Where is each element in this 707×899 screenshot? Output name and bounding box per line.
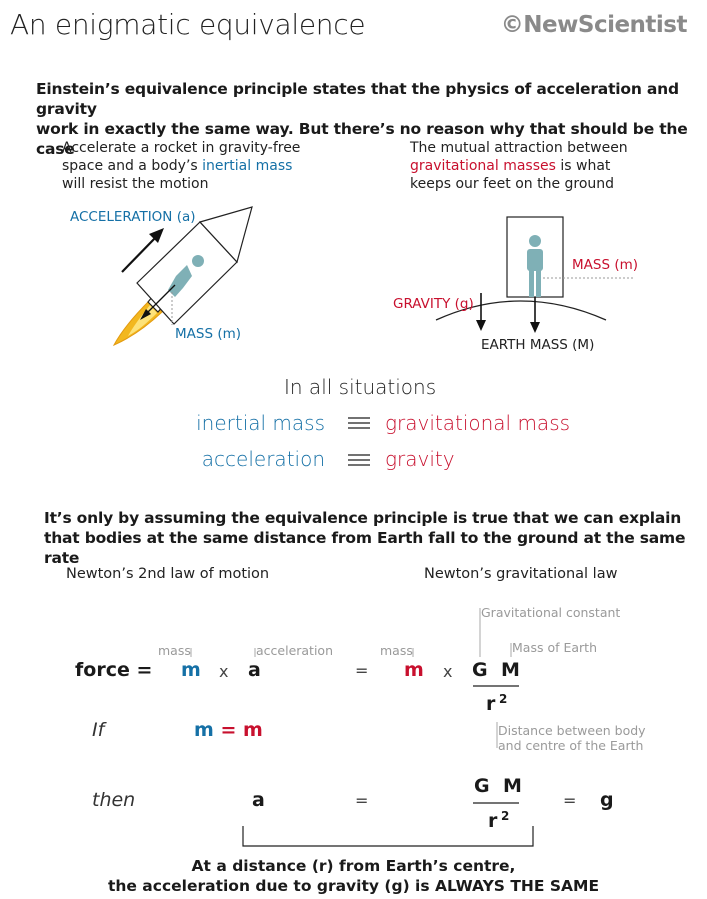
equivalence-heading: In all situations <box>284 375 437 399</box>
gravitational-mass-highlight: gravitational masses <box>410 158 556 174</box>
newton-second-law-heading: Newton’s 2nd law of motion <box>66 566 270 582</box>
earth-mass-m-label: MASS (m) <box>572 257 638 273</box>
equivalence-symbol-1 <box>348 418 370 428</box>
second-lead-line-2: that bodies at the same distance from Earth fall to the ground at the same rate <box>44 529 686 567</box>
earth-caption-line-1: The mutual attraction between <box>410 140 628 156</box>
inertial-mass-highlight: inertial mass <box>202 158 293 174</box>
rocket-caption-text: space and a body’s <box>62 158 203 174</box>
equals-symbol-1: = <box>355 661 369 680</box>
distance-note-line-2: and centre of the Earth <box>498 738 644 753</box>
G-symbol: G <box>472 659 488 681</box>
gravitational-law-heading: Newton’s gravitational law <box>424 566 618 582</box>
r-symbol: r <box>486 693 496 715</box>
acceleration-term: acceleration <box>201 447 325 471</box>
squared-symbol-2: 2 <box>501 809 510 823</box>
acceleration-label: ACCELERATION (a) <box>70 209 196 225</box>
conclusion-line-1: At a distance (r) from Earth’s centre, <box>191 857 516 875</box>
equals-symbol-3: = <box>563 791 577 810</box>
equals-symbol-mm: = <box>220 719 237 741</box>
second-lead-line-1: It’s only by assuming the equivalence principle is true that we can explain <box>44 509 682 527</box>
mass-note-left: mass <box>158 643 191 658</box>
G-symbol-2: G <box>474 775 490 797</box>
grav-constant-note: Gravitational constant <box>481 605 621 620</box>
squared-symbol: 2 <box>499 692 508 706</box>
acceleration-note: acceleration <box>256 643 334 658</box>
second-lead-text <box>44 508 707 568</box>
mass-note-right: mass <box>380 643 413 658</box>
force-label: force = <box>75 659 153 681</box>
equivalence-symbol-2 <box>348 455 370 465</box>
equals-symbol-2: = <box>355 791 369 810</box>
page-title: An enigmatic equivalence <box>10 8 366 41</box>
conclusion-text <box>0 856 707 896</box>
gravitational-m-symbol: m <box>404 659 424 681</box>
r-symbol-2: r <box>488 810 498 832</box>
brand-logo: ©NewScientist <box>500 12 687 38</box>
if-label: If <box>92 719 105 741</box>
inertial-mass-term: inertial mass <box>196 411 325 435</box>
g-symbol: g <box>600 789 614 811</box>
earth-caption-line-3: keeps our feet on the ground <box>410 176 615 192</box>
a-symbol-2: a <box>252 789 265 811</box>
conclusion-line-2: the acceleration due to gravity (g) is ALWAYS THE SAME <box>107 877 600 895</box>
gravitational-m-symbol-2: m <box>242 719 263 741</box>
inertial-m-symbol-2: m <box>194 719 214 741</box>
gravitational-mass-term: gravitational mass <box>385 411 571 435</box>
M-symbol: M <box>501 659 520 681</box>
rocket-mass-label: MASS (m) <box>175 326 241 342</box>
intro-line-2: work in exactly the same way. But there’s no reason why that should be the case <box>36 120 688 158</box>
distance-note <box>498 723 646 753</box>
times-symbol-2: x <box>443 662 453 681</box>
M-symbol-2: M <box>503 775 522 797</box>
gravity-label: GRAVITY (g) <box>393 296 474 312</box>
intro-line-1: Einstein’s equivalence principle states that the physics of acceleration and gravity <box>36 80 679 118</box>
a-symbol: a <box>248 659 261 681</box>
earth-caption-text: is what <box>555 158 611 174</box>
gravity-term: gravity <box>385 447 455 471</box>
distance-note-line-1: Distance between body <box>498 723 646 738</box>
earth-mass-label: EARTH MASS (M) <box>481 337 595 353</box>
rocket-caption-line-3: will resist the motion <box>62 176 209 192</box>
mass-of-earth-note: Mass of Earth <box>512 640 597 655</box>
gravity-arrow-icon <box>476 293 486 331</box>
rocket-caption-line-1: Accelerate a rocket in gravity-free <box>62 140 301 156</box>
m-equals-m <box>194 719 263 741</box>
then-label: then <box>92 789 136 811</box>
times-symbol-1: x <box>219 662 229 681</box>
inertial-m-symbol: m <box>181 659 201 681</box>
